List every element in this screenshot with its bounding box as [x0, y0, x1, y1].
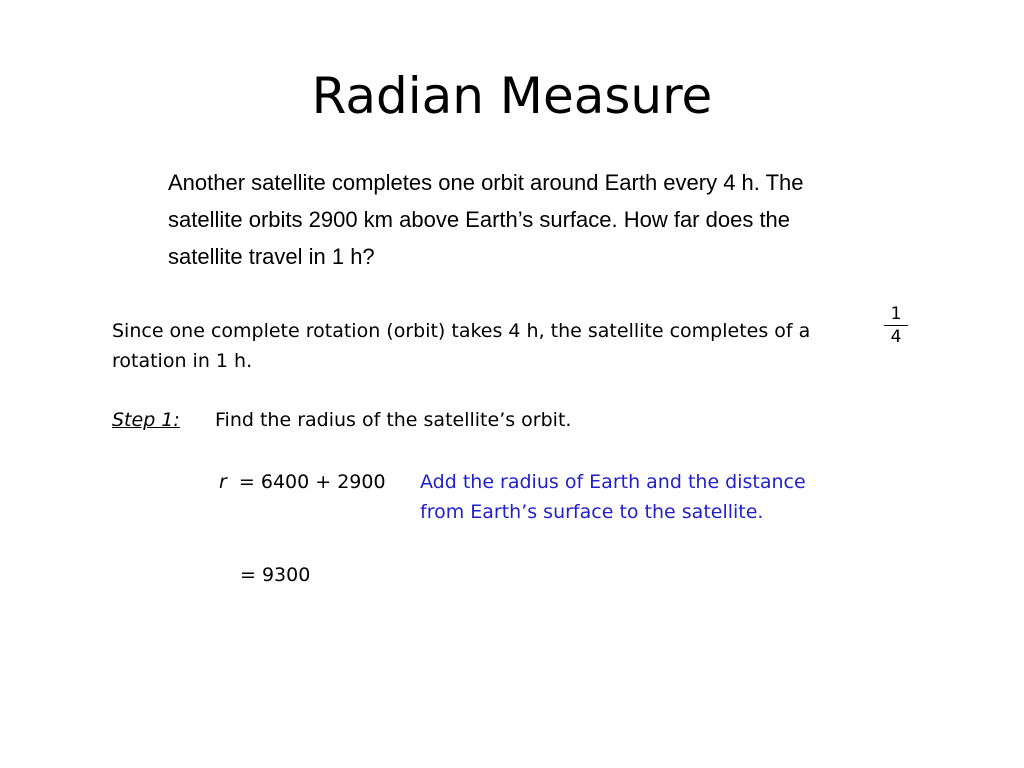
step-description: Find the radius of the satellite’s orbit. — [215, 409, 572, 431]
note-line: from Earth’s surface to the satellite. — [420, 501, 764, 523]
radius-result: = 9300 — [240, 564, 311, 586]
problem-line: satellite travel in 1 h? — [168, 244, 375, 269]
problem-statement — [168, 164, 928, 275]
step-label: Step 1: — [112, 409, 180, 431]
one-quarter-fraction — [884, 303, 908, 348]
explanation-line: Since one complete rotation (orbit) takes 4 h, the satellite completes of a — [112, 320, 811, 342]
slide-title: Radian Measure — [311, 67, 713, 125]
radius-variable: r — [219, 471, 227, 493]
explanation-line: rotation in 1 h. — [112, 350, 253, 372]
rotation-explanation — [112, 316, 952, 376]
problem-line: Another satellite completes one orbit around Earth every 4 h. The — [168, 170, 804, 195]
fraction-denominator: 4 — [890, 327, 902, 347]
radius-expression: = 6400 + 2900 — [238, 471, 386, 493]
problem-line: satellite orbits 2900 km above Earth’s surface. How far does the — [168, 207, 791, 232]
radius-equation — [219, 467, 386, 497]
fraction-numerator: 1 — [884, 303, 908, 326]
radius-note — [420, 467, 900, 527]
note-line: Add the radius of Earth and the distance — [420, 471, 806, 493]
